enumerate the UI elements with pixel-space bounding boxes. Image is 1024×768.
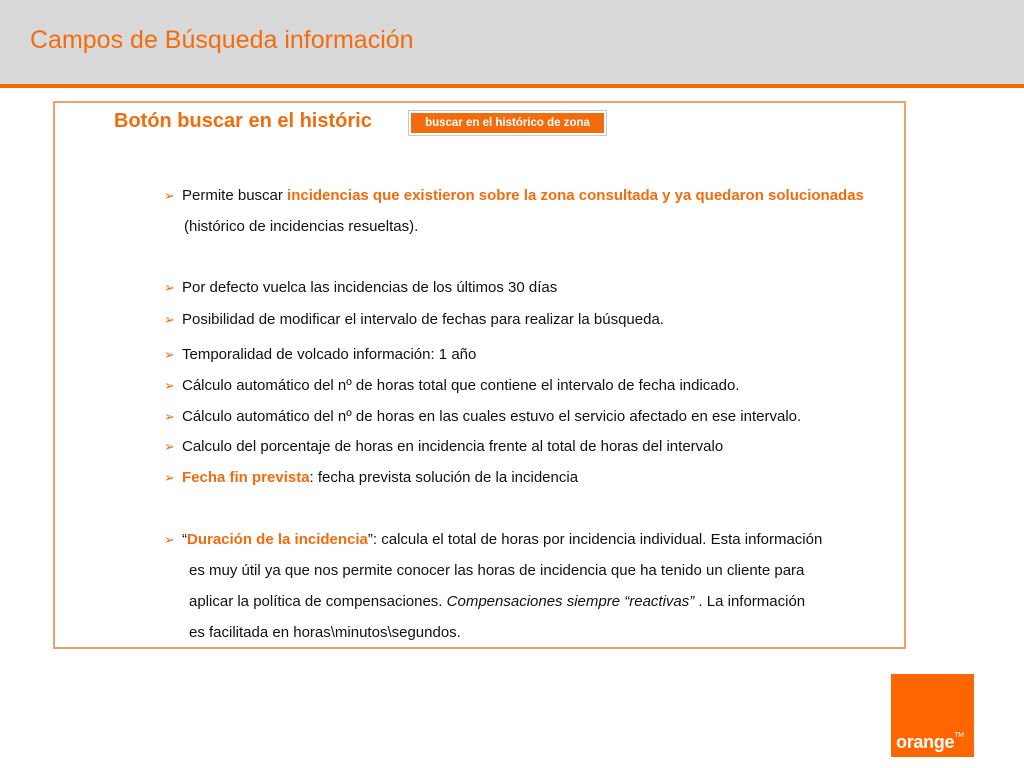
list-item <box>164 531 822 549</box>
item-continuation: (histórico de incidencias resueltas). <box>184 218 419 235</box>
item-text: : fecha prevista solución de la incidencia <box>309 469 579 486</box>
item-highlight: Fecha fin prevista <box>182 469 310 486</box>
list-item <box>164 408 801 426</box>
item-highlight: Duración de la incidencia <box>187 531 368 548</box>
search-history-button[interactable]: buscar en el histórico de zona <box>409 111 606 135</box>
item-text: Posibilidad de modificar el intervalo de fechas para realizar la búsqueda. <box>182 311 664 328</box>
item-text: Temporalidad de volcado información: 1 año <box>182 346 477 363</box>
logo-text <box>896 732 964 753</box>
logo-wordmark: orange <box>896 732 955 752</box>
item-italic: Compensaciones siempre “reactivas” <box>446 593 695 610</box>
item-text: Permite buscar <box>182 187 288 204</box>
item-text: aplicar la política de compensaciones. <box>189 593 447 610</box>
item-text: Cálculo automático del nº de horas en las cuales estuvo el servicio afectado en ese intervalo. <box>182 408 802 425</box>
list-item <box>164 346 476 364</box>
item-text: “ <box>182 531 187 548</box>
item-continuation: es facilitada en horas\minutos\segundos. <box>189 624 461 641</box>
list-item <box>164 438 723 456</box>
arrow-bullet-icon: ➢ <box>164 532 175 547</box>
arrow-bullet-icon: ➢ <box>164 439 175 454</box>
list-item <box>164 311 664 329</box>
list-item <box>164 377 740 395</box>
arrow-bullet-icon: ➢ <box>164 312 175 327</box>
item-continuation: es muy útil ya que nos permite conocer las horas de incidencia que ha tenido un cliente para <box>189 562 805 579</box>
logo-trademark: TM <box>954 732 964 739</box>
orange-logo <box>891 674 974 757</box>
list-item <box>164 187 864 205</box>
item-highlight: incidencias que existieron sobre la zona consultada y ya quedaron solucionadas <box>287 187 864 204</box>
item-text: Calculo del porcentaje de horas en incidencia frente al total de horas del intervalo <box>182 438 724 455</box>
item-text: Por defecto vuelca las incidencias de los últimos 30 días <box>182 279 558 296</box>
arrow-bullet-icon: ➢ <box>164 188 175 203</box>
header-divider <box>0 84 1024 88</box>
list-item <box>164 469 578 487</box>
item-text: Cálculo automático del nº de horas total que contiene el intervalo de fecha indicado. <box>182 377 740 394</box>
arrow-bullet-icon: ➢ <box>164 470 175 485</box>
box-title: Botón buscar en el históric <box>114 110 372 132</box>
item-text: . La información <box>694 593 806 610</box>
arrow-bullet-icon: ➢ <box>164 347 175 362</box>
arrow-bullet-icon: ➢ <box>164 409 175 424</box>
page-title: Campos de Búsqueda información <box>30 26 414 54</box>
list-item <box>164 279 557 297</box>
arrow-bullet-icon: ➢ <box>164 280 175 295</box>
item-continuation <box>189 593 805 611</box>
item-text: ”: calcula el total de horas por incidencia individual. Esta información <box>367 531 823 548</box>
arrow-bullet-icon: ➢ <box>164 378 175 393</box>
